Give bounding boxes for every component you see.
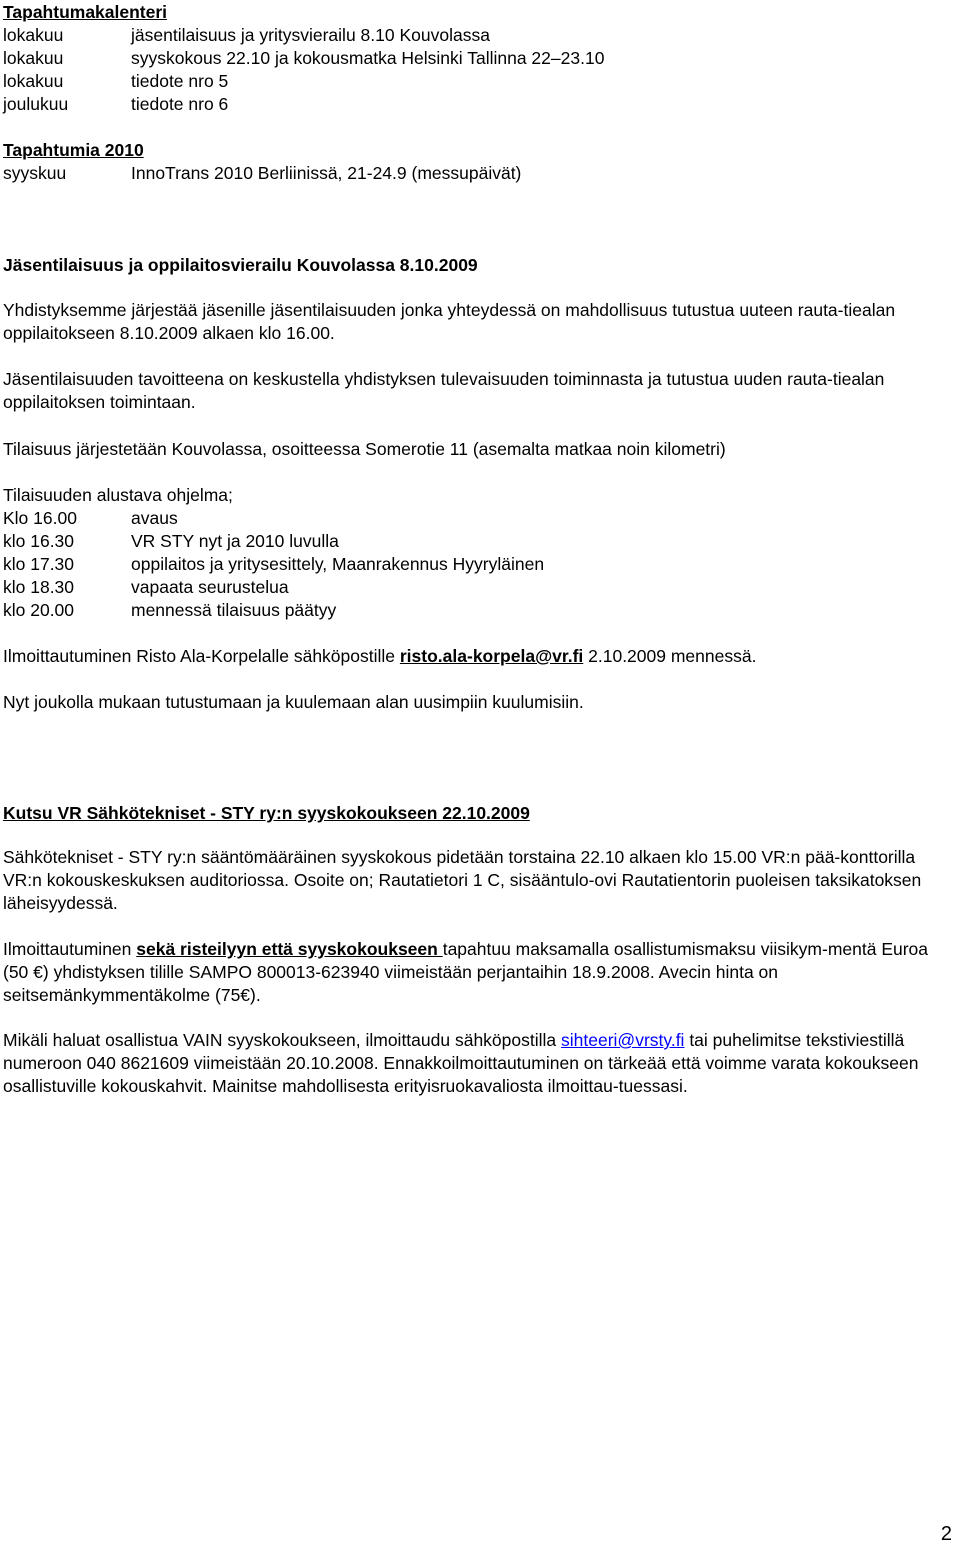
program-item: VR STY nyt ja 2010 luvulla xyxy=(131,531,339,551)
calendar-event: tiedote nro 6 xyxy=(131,94,229,114)
page-number: 2 xyxy=(940,1523,952,1545)
section1-paragraph-1: Yhdistyksemme järjestää jäsenille jäsentilaisuuden jonka yhteydessä on mahdollisuus tutustua uuteen rauta-tiealan oppilaitokseen 8.10.2009 alkaen klo 16.00. xyxy=(3,300,896,343)
calendar-row xyxy=(3,23,490,47)
program-row xyxy=(3,598,336,622)
signup-text: Ilmoittautuminen Risto Ala-Korpelalle sähköpostille xyxy=(3,646,400,666)
p2-text-start: Ilmoittautuminen xyxy=(3,939,137,959)
events2010-row xyxy=(3,161,521,185)
calendar-row xyxy=(3,92,228,116)
signup-email-link[interactable]: risto.ala-korpela@vr.fi xyxy=(399,646,584,666)
calendar-event: syyskokous 22.10 ja kokousmatka Helsinki Tallinna 22–23.10 xyxy=(131,48,605,68)
program-row xyxy=(3,552,544,576)
program-row xyxy=(3,529,339,553)
program-item: mennessä tilaisuus päätyy xyxy=(131,600,337,620)
events2010-title: Tapahtumia 2010 xyxy=(3,140,144,160)
sihteeri-email-link[interactable]: sihteeri@vrsty.fi xyxy=(561,1030,685,1050)
calendar-event: tiedote nro 5 xyxy=(131,71,229,91)
calendar-month: lokakuu xyxy=(3,25,64,45)
program-time: klo 17.30 xyxy=(3,554,75,574)
program-item: avaus xyxy=(131,508,178,528)
calendar-row xyxy=(3,46,604,70)
section2-paragraph-3 xyxy=(3,1029,947,1098)
calendar-row xyxy=(3,69,228,93)
events2010-month: syyskuu xyxy=(3,163,67,183)
signup-line xyxy=(3,644,756,668)
section2-paragraph-1: Sähkötekniset - STY ry:n sääntömääräinen syyskokous pidetään torstaina 22.10 alkaen klo 15.00 VR:n pää-konttorilla VR:n kokouskeskuksen auditoriossa. Osoite on; Rautatietori 1 C, sisääntulo-ovi Rautatientorin puoleisen taksikatoksen läheisyydessä. xyxy=(3,847,922,913)
p3-text-rest: tai puhelimitse tekstiviestillä numeroon 040 8621609 viimeistään 20.10.2008. Ennakkoilmoittautuminen on tärkeää että voimme varata kokoukseen osallistuville kokouskahvit. Mainitse mahdollisesta erityisruokavaliosta ilmoittau-tuessasi. xyxy=(3,1030,919,1096)
calendar-month: lokakuu xyxy=(3,48,64,68)
section1-heading: Jäsentilaisuus ja oppilaitosvierailu Kouvolassa 8.10.2009 xyxy=(3,255,478,275)
signup-deadline: 2.10.2009 mennessä. xyxy=(583,646,757,666)
events2010-event: InnoTrans 2010 Berliinissä, 21-24.9 (messupäivät) xyxy=(131,163,522,183)
program-time: klo 20.00 xyxy=(3,600,75,620)
section2-paragraph-2 xyxy=(3,938,947,1007)
p3-text-start: Mikäli haluat osallistua VAIN syyskokoukseen, ilmoittaudu sähköpostilla xyxy=(3,1030,562,1050)
program-time: klo 18.30 xyxy=(3,577,75,597)
program-item: oppilaitos ja yritysesittely, Maanrakennus Hyyryläinen xyxy=(131,554,545,574)
calendar-title: Tapahtumakalenteri xyxy=(3,2,168,22)
program-item: vapaata seurustelua xyxy=(131,577,289,597)
calendar-month: lokakuu xyxy=(3,71,64,91)
program-row xyxy=(3,506,178,530)
calendar-event: jäsentilaisuus ja yritysvierailu 8.10 Kouvolassa xyxy=(131,25,490,45)
program-time: Klo 16.00 xyxy=(3,508,77,528)
program-time: klo 16.30 xyxy=(3,531,75,551)
program-title: Tilaisuuden alustava ohjelma; xyxy=(3,485,233,505)
p2-text-rest: tapahtuu maksamalla osallistumismaksu viisikym-mentä Euroa (50 €) yhdistyksen tilille SAMPO 800013-623940 viimeistään perjantaihin 18.9.2008. Avecin hinta on seitsemänkymmentäkolme (75€). xyxy=(3,939,929,1005)
closing-text: Nyt joukolla mukaan tutustumaan ja kuulemaan alan uusimpiin kuulumisiin. xyxy=(3,692,584,712)
program-row xyxy=(3,575,289,599)
section1-paragraph-2: Jäsentilaisuuden tavoitteena on keskustella yhdistyksen tulevaisuuden toiminnasta ja tutustua uuden rauta-tiealan oppilaitoksen toimintaan. xyxy=(3,369,885,412)
calendar-month: joulukuu xyxy=(3,94,69,114)
p2-emphasis: sekä risteilyyn että syyskokoukseen xyxy=(136,939,443,959)
section1-paragraph-3: Tilaisuus järjestetään Kouvolassa, osoitteessa Somerotie 11 (asemalta matkaa noin kilometri) xyxy=(3,439,726,459)
section2-heading: Kutsu VR Sähkötekniset - STY ry:n syyskokoukseen 22.10.2009 xyxy=(3,803,530,823)
